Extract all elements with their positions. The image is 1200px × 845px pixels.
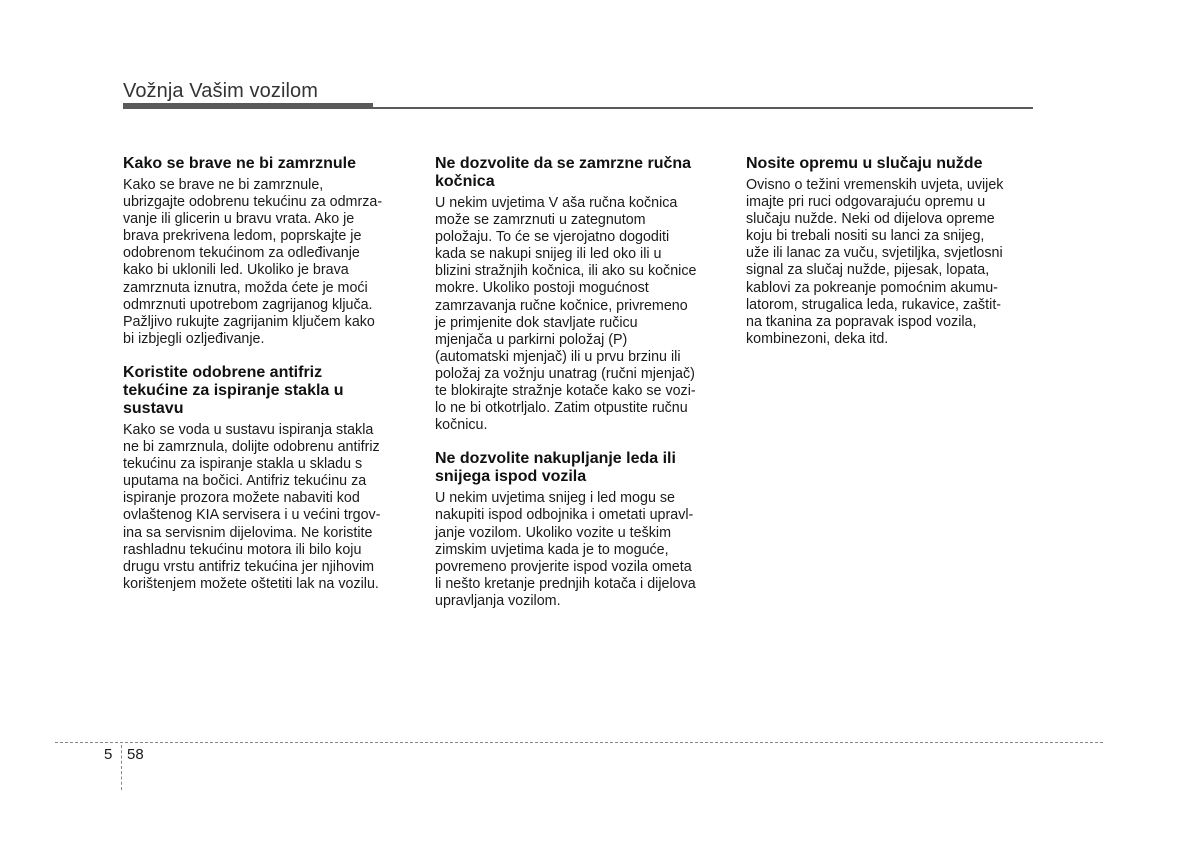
column-left xyxy=(123,155,418,609)
section-body: Ovisno o težini vremenskih uvjeta, uvijek imajte pri ruci odgovarajuću opremu u slučaju nužde. Neki od dijelova opreme koju bi trebali nositi su lanci za snijeg, uže ili lanac za vuču, svjetiljka, svjetlosni signal za slučaj nužde, pijesak, lopata, kablovi za pokreanje pomoćnim akumu- latorom, strugalica leda, rukavice, zaštit- na tkanina za popravak ispod vozila, kombinezoni, deka itd. xyxy=(746,177,1004,347)
section-body: Kako se brave ne bi zamrznule, ubrizgajte odobrenu tekućinu za odmrza- vanje ili glicerin u bravu vrata. Ako je brava prekrivena ledom, poprskajte je odobrenom tekućinom za odleđivanje kako bi uklonili led. Ukoliko je brava zamrznuta iznutra, možda ćete je moći odmrznuti upotrebom zagrijanog ključa. Pažljivo rukujte zagrijanim ključem kako bi izbjegli ozljeđivanje. xyxy=(123,177,383,347)
section-washer-antifreeze xyxy=(123,364,418,593)
section-heading: Ne dozvolite da se zamrzne ručna kočnica xyxy=(435,155,692,190)
section-body: Kako se voda u sustavu ispiranja stakla ne bi zamrznula, dolijte odobrenu antifriz tekućinu za ispiranje stakla u skladu s uputama na bočici. Antifriz tekućinu za ispiranje prozora možete nabaviti kod ovlaštenog KIA servisera i u većini trgov- ina sa servisnim dijelovima. Ne koristite rashladnu tekućinu motora ili bilo koju drugu vrstu antifriz tekućina jer njihovim korištenjem možete oštetiti lak na vozilu. xyxy=(123,421,381,592)
section-heading: Kako se brave ne bi zamrznule xyxy=(123,155,356,172)
section-body: U nekim uvjetima snijeg i led mogu se nakupiti ispod odbojnika i ometati upravl- janje vozilom. Ukoliko vozite u teškim zimskim uvjetima kada je to moguće, povremeno provjerite ispod vozila ometa li nešto kretanje prednjih kotača i dijelova upravljanja vozilom. xyxy=(435,490,696,609)
footer-divider xyxy=(55,742,1103,743)
section-heading: Koristite odobrene antifriz tekućine za ispiranje stakla u sustavu xyxy=(123,363,344,417)
page-title: Vožnja Vašim vozilom xyxy=(123,80,319,102)
header-rule xyxy=(123,107,1033,109)
chapter-number: 5 xyxy=(104,746,113,763)
section-door-locks xyxy=(123,155,418,348)
column-right xyxy=(746,155,1041,364)
page-number: 58 xyxy=(127,746,144,763)
footer-vertical-divider xyxy=(121,745,122,790)
section-heading: Nosite opremu u slučaju nužde xyxy=(746,155,983,172)
section-ice-snow-buildup xyxy=(435,450,730,610)
column-middle xyxy=(435,155,730,626)
section-parking-brake xyxy=(435,155,730,434)
section-body: U nekim uvjetima V aša ručna kočnica može se zamrznuti u zategnutom položaju. To će se vjerojatno dogoditi kada se nakupi snijeg ili led oko ili u blizini stražnjih kočnica, ili ako su kočnice mokre. Ukoliko postoji mogućnost zamrzavanja ručne kočnice, privremeno je primjenite dok stavljate ručicu mjenjača u parkirni položaj (P) (automatski mjenjač) ili u prvu brzinu ili položaj za vožnju unatrag (ručni mjenjač) te blokirajte stražnje kotače kako se vozi- lo ne bi otkotrljalo. Zatim otpustite ručnu kočnicu. xyxy=(435,195,697,434)
section-emergency-equipment xyxy=(746,155,1041,348)
section-heading: Ne dozvolite nakupljanje leda ili snijega ispod vozila xyxy=(435,450,676,486)
